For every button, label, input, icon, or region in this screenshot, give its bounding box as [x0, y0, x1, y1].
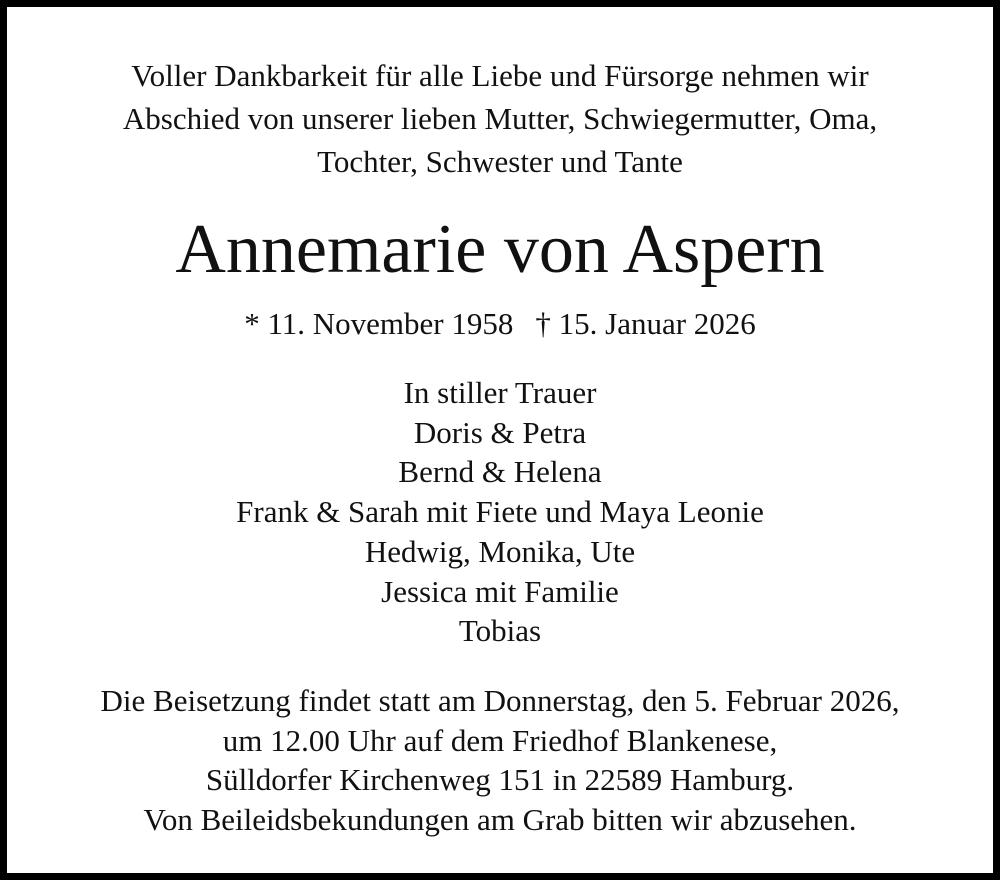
intro-line: Abschied von unserer lieben Mutter, Schwiegermutter, Oma,: [122, 101, 878, 136]
mourners-heading: In stiller Trauer: [403, 375, 597, 410]
mourner-entry: Hedwig, Monika, Ute: [364, 533, 636, 569]
funeral-line: Von Beileidsbekundungen am Grab bitten wir abzusehen.: [143, 802, 857, 838]
deceased-name: Annemarie von Aspern: [175, 211, 825, 288]
funeral-details: [7, 681, 993, 840]
mourners-list: [7, 373, 993, 651]
mourner-entry: Frank & Sarah mit Fiete und Maya Leonie: [236, 494, 764, 530]
intro-text: [7, 54, 993, 183]
mourner-entry: Doris & Petra: [413, 414, 587, 450]
funeral-line: Sülldorfer Kirchenweg 151 in 22589 Hamburg.: [205, 762, 795, 798]
mourner-entry: Tobias: [458, 613, 542, 649]
mourner-entry: Jessica mit Familie: [381, 573, 619, 609]
death-date: † 15. Januar 2026: [535, 306, 756, 341]
intro-line: Voller Dankbarkeit für alle Liebe und Fürsorge nehmen wir: [131, 58, 869, 93]
funeral-line: um 12.00 Uhr auf dem Friedhof Blankenese,: [222, 722, 778, 758]
birth-date: * 11. November 1958: [244, 306, 514, 341]
funeral-line: Die Beisetzung findet statt am Donnerstag, den 5. Februar 2026,: [100, 683, 900, 718]
mourner-entry: Bernd & Helena: [398, 454, 602, 490]
life-dates: [7, 304, 993, 344]
intro-line: Tochter, Schwester und Tante: [317, 144, 683, 179]
